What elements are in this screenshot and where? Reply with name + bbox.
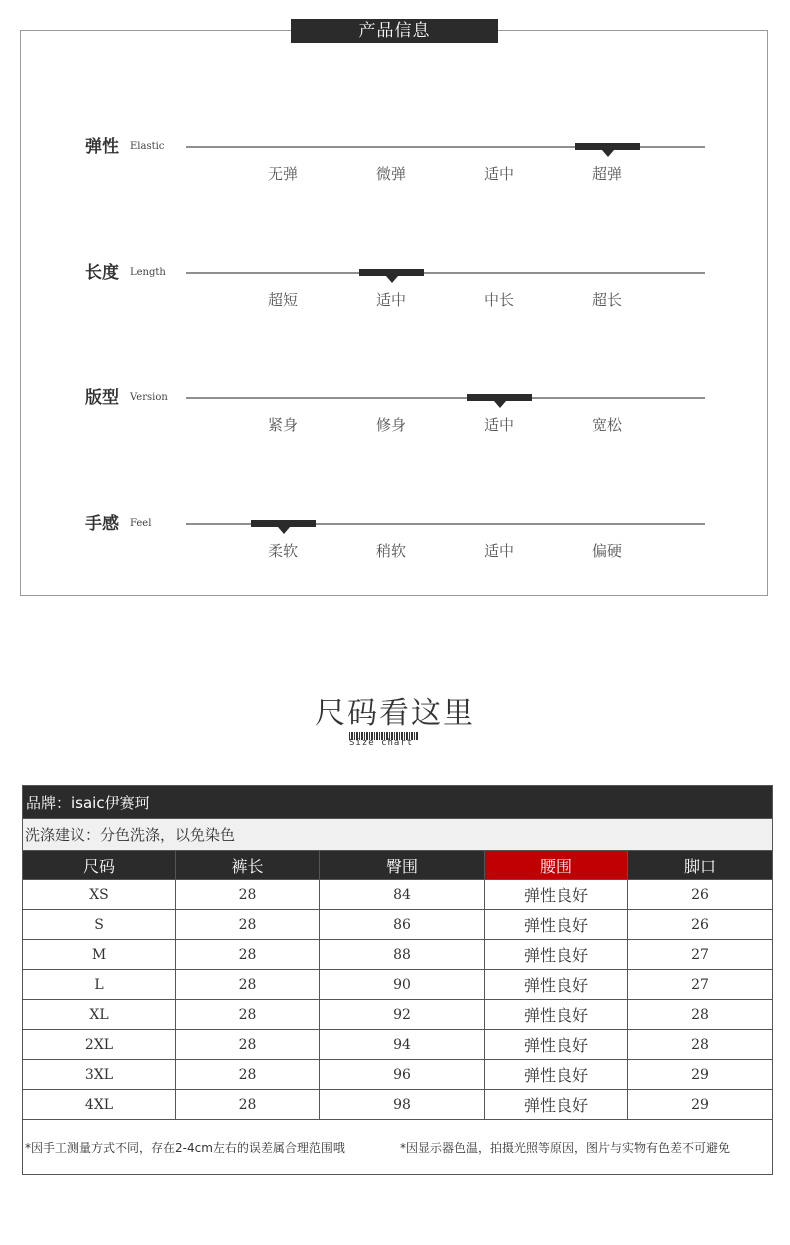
cell-size: 2XL — [23, 1030, 176, 1060]
cell-hem: 29 — [628, 1090, 773, 1120]
attribute-label: 版型 — [85, 388, 119, 408]
attribute-option: 中长 — [483, 291, 514, 309]
attribute-selected-marker — [359, 269, 424, 276]
cell-hem: 26 — [628, 910, 773, 940]
table-row — [23, 910, 773, 940]
attribute-label: 手感 — [85, 514, 119, 534]
attribute-option: 超短 — [267, 291, 298, 309]
attribute-option: 适中 — [483, 416, 514, 434]
notes-cell — [23, 1120, 773, 1175]
cell-hip: 84 — [320, 880, 485, 910]
attribute-option: 修身 — [375, 416, 406, 434]
cell-waist: 弹性良好 — [485, 910, 628, 940]
header-hem: 脚口 — [628, 851, 773, 880]
cell-length: 28 — [176, 1000, 320, 1030]
cell-waist: 弹性良好 — [485, 1090, 628, 1120]
cell-hip: 94 — [320, 1030, 485, 1060]
cell-length: 28 — [176, 910, 320, 940]
attribute-selected-marker — [251, 520, 316, 527]
attribute-selected-marker — [467, 394, 532, 401]
brand-cell: 品牌：isaic伊赛珂 — [23, 786, 773, 819]
attribute-row-version — [0, 388, 790, 448]
attribute-option: 紧身 — [267, 416, 298, 434]
cell-length: 28 — [176, 970, 320, 1000]
cell-hem: 27 — [628, 940, 773, 970]
note-color: *因显示器色温，拍摄光照等原因，图片与实物有色差不可避免 — [400, 1140, 731, 1155]
size-chart-title: 尺码看这里 — [315, 696, 475, 731]
cell-length: 28 — [176, 880, 320, 910]
cell-hem: 28 — [628, 1030, 773, 1060]
cell-waist: 弹性良好 — [485, 970, 628, 1000]
cell-waist: 弹性良好 — [485, 1060, 628, 1090]
attribute-row-feel — [0, 514, 790, 574]
size-table — [22, 785, 773, 1175]
cell-length: 28 — [176, 1090, 320, 1120]
cell-hip: 88 — [320, 940, 485, 970]
attribute-row-length — [0, 263, 790, 323]
attribute-option: 稍软 — [375, 542, 406, 560]
cell-hip: 86 — [320, 910, 485, 940]
attribute-label-en: Feel — [130, 518, 152, 529]
note-measurement: *因手工测量方式不同，存在2-4cm左右的误差属合理范围哦 — [25, 1140, 345, 1155]
table-row — [23, 1030, 773, 1060]
product-info-title: 产品信息 — [291, 19, 498, 43]
attribute-selected-marker — [575, 143, 640, 150]
cell-hem: 26 — [628, 880, 773, 910]
cell-hem: 27 — [628, 970, 773, 1000]
attribute-label: 长度 — [85, 263, 119, 283]
attribute-option: 适中 — [375, 291, 406, 309]
cell-size: 4XL — [23, 1090, 176, 1120]
attribute-option: 无弹 — [267, 165, 298, 183]
cell-size: XL — [23, 1000, 176, 1030]
table-row — [23, 1000, 773, 1030]
cell-size: S — [23, 910, 176, 940]
cell-waist: 弹性良好 — [485, 1000, 628, 1030]
cell-hip: 98 — [320, 1090, 485, 1120]
attribute-option: 适中 — [483, 542, 514, 560]
cell-size: XS — [23, 880, 176, 910]
cell-hip: 96 — [320, 1060, 485, 1090]
table-row — [23, 880, 773, 910]
cell-hem: 28 — [628, 1000, 773, 1030]
header-length: 裤长 — [176, 851, 320, 880]
attribute-label: 弹性 — [85, 137, 119, 157]
table-row — [23, 1090, 773, 1120]
cell-waist: 弹性良好 — [485, 940, 628, 970]
cell-length: 28 — [176, 1030, 320, 1060]
cell-length: 28 — [176, 940, 320, 970]
attribute-option: 偏硬 — [591, 542, 622, 560]
cell-size: 3XL — [23, 1060, 176, 1090]
attribute-option: 宽松 — [591, 416, 622, 434]
header-hip: 臀围 — [320, 851, 485, 880]
cell-length: 28 — [176, 1060, 320, 1090]
attribute-label-en: Elastic — [130, 141, 165, 152]
table-row — [23, 970, 773, 1000]
attribute-label-en: Version — [130, 392, 168, 403]
cell-waist: 弹性良好 — [485, 1030, 628, 1060]
cell-waist: 弹性良好 — [485, 880, 628, 910]
attribute-label-en: Length — [130, 267, 166, 278]
size-chart-subtitle: Size chart — [349, 738, 414, 748]
table-header-row — [23, 851, 773, 880]
header-waist: 腰围 — [485, 851, 628, 880]
washing-advice-cell: 洗涤建议：分色洗涤，以免染色 — [23, 819, 773, 851]
table-row — [23, 940, 773, 970]
attribute-option: 适中 — [483, 165, 514, 183]
attribute-option: 超长 — [591, 291, 622, 309]
attribute-option: 微弹 — [375, 165, 406, 183]
cell-hip: 90 — [320, 970, 485, 1000]
attribute-option: 超弹 — [591, 165, 622, 183]
attribute-row-elastic — [0, 137, 790, 197]
cell-size: M — [23, 940, 176, 970]
header-size: 尺码 — [23, 851, 176, 880]
table-row — [23, 1060, 773, 1090]
attribute-scale-line — [186, 272, 705, 274]
cell-size: L — [23, 970, 176, 1000]
cell-hip: 92 — [320, 1000, 485, 1030]
cell-hem: 29 — [628, 1060, 773, 1090]
attribute-option: 柔软 — [267, 542, 298, 560]
attribute-scale-line — [186, 397, 705, 399]
